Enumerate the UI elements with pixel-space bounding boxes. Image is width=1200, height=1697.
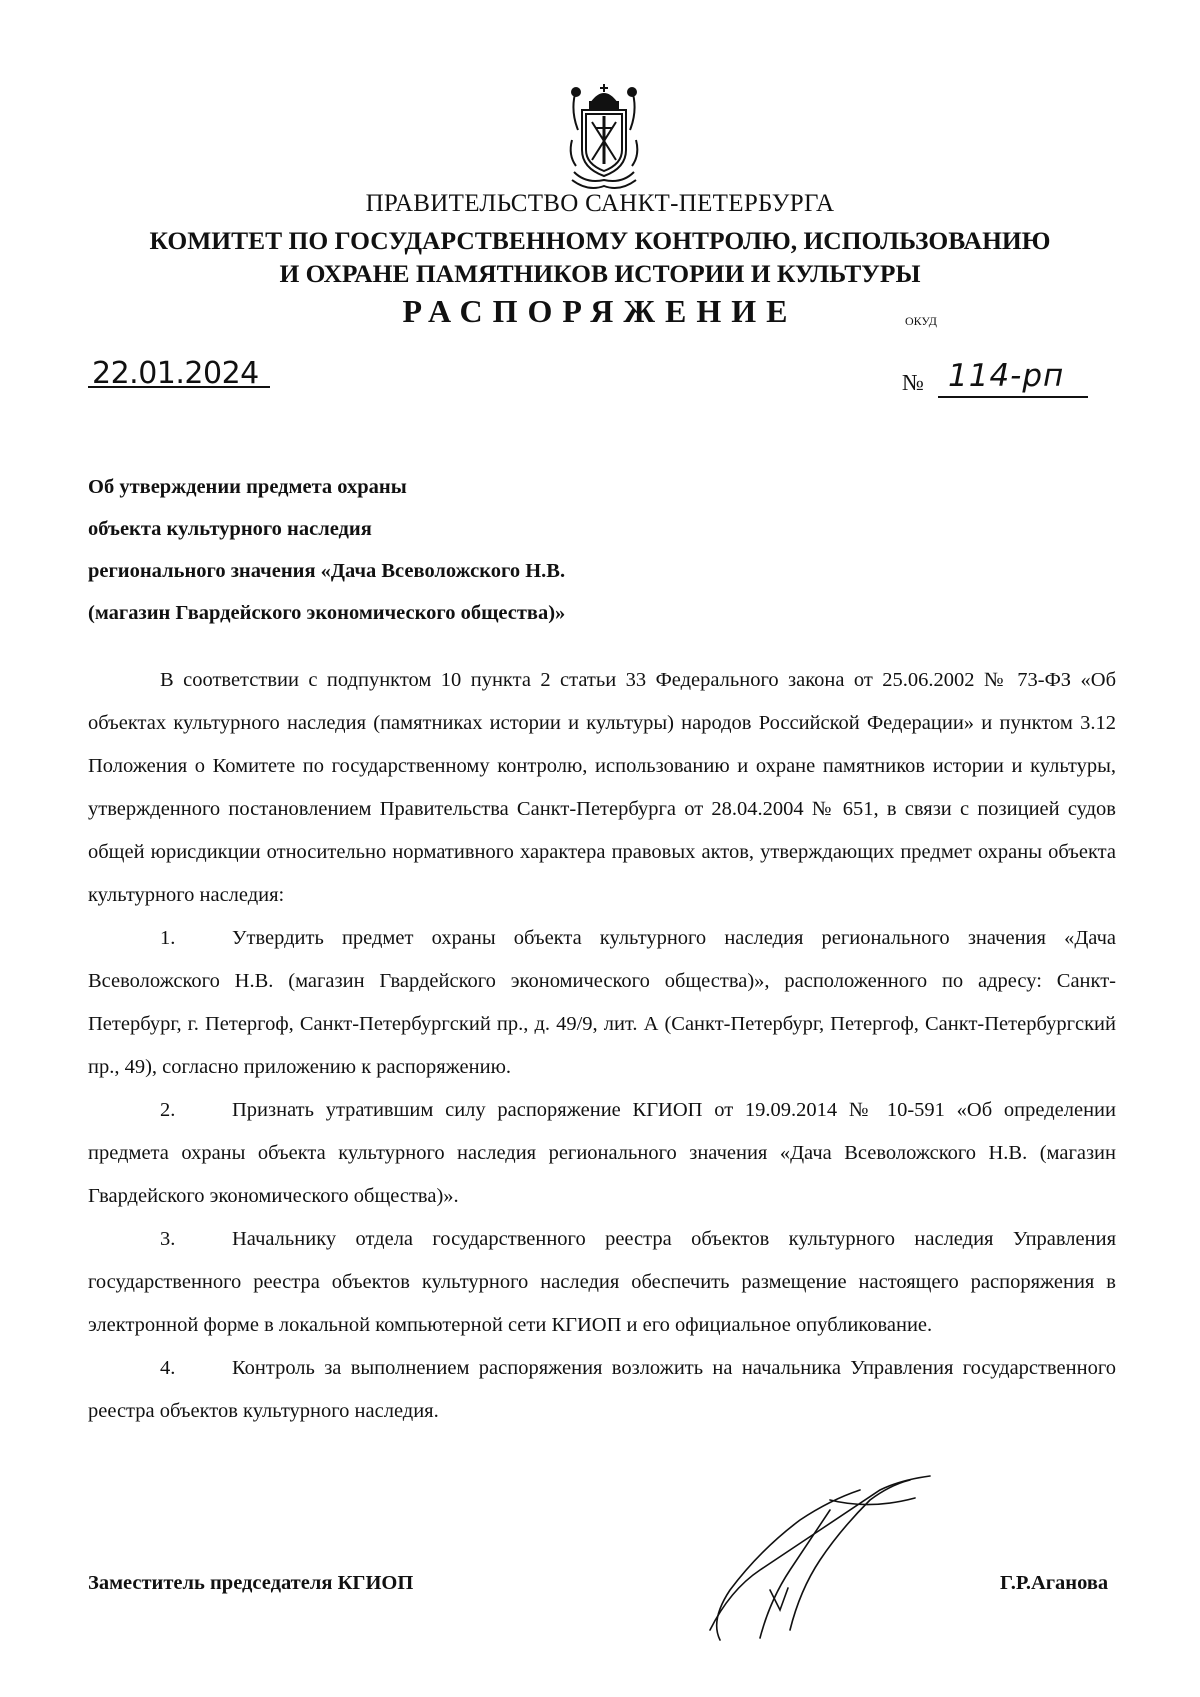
order-item-3	[88, 1218, 1116, 1347]
document-type: РАСПОРЯЖЕНИЕ	[402, 293, 798, 329]
preamble-paragraph: В соответствии с подпунктом 10 пункта 2 статьи 33 Федерального закона от 25.06.2002 № 73-ФЗ «Об объектах культурного наследия (памятниках истории и культуры) народов Российской Федерации» и пунктом 3.12 Положения о Комитете по государственному контролю, использованию и охране памятников истории и культуры, утвержденного постановлением Правительства Санкт-Петербурга от 28.04.2004 № 651, в связи с позицией судов общей юрисдикции относительно нормативного характера правовых актов, утверждающих предмет охраны объекта культурного наследия:	[88, 669, 1116, 906]
number-underline	[938, 396, 1088, 398]
order-item-4	[88, 1347, 1116, 1433]
item-number: 4.	[160, 1357, 176, 1379]
date-underline	[88, 386, 270, 388]
signer-name: Г.Р.Аганова	[1000, 1572, 1109, 1594]
document-number: 114-рп	[948, 358, 1065, 394]
committee-line-1: КОМИТЕТ ПО ГОСУДАРСТВЕННОМУ КОНТРОЛЮ, ИСПОЛЬЗОВАНИЮ	[149, 226, 1051, 255]
item-text: Признать утратившим силу распоряжение КГИОП от 19.09.2014 № 10-591 «Об определении предмета охраны объекта культурного наследия регионального значения «Дача Всеволожского Н.В. (магазин Гвардейского экономического общества)».	[88, 1099, 1116, 1207]
item-text: Начальнику отдела государственного реестра объектов культурного наследия Управления государственного реестра объектов культурного наследия обеспечить размещение настоящего распоряжения в электронной форме в локальной компьютерной сети КГИОП и его официальное опубликование.	[88, 1228, 1116, 1336]
subject-line: Об утверждении предмета охраны	[88, 476, 407, 498]
signer-title: Заместитель председателя КГИОП	[88, 1572, 414, 1594]
order-item-2	[88, 1089, 1116, 1218]
order-item-1	[88, 917, 1116, 1089]
document-subject	[88, 466, 788, 634]
item-text: Контроль за выполнением распоряжения возложить на начальника Управления государственного реестра объектов культурного наследия.	[88, 1357, 1116, 1422]
committee-name	[0, 224, 1200, 290]
subject-line: объекта культурного наследия	[88, 518, 372, 540]
item-text: Утвердить предмет охраны объекта культурного наследия регионального значения «Дача Всеволожского Н.В. (магазин Гвардейского экономического общества)», расположенного по адресу: Санкт-Петербург, г. Петергоф, Санкт-Петербургский пр., д. 49/9, лит. А (Санкт-Петербург, Петергоф, Санкт-Петербургский пр., 49), согласно приложению к распоряжению.	[88, 927, 1116, 1078]
item-number: 2.	[160, 1099, 176, 1121]
number-sign: №	[902, 370, 924, 395]
handwritten-signature	[700, 1470, 940, 1650]
document-body	[88, 659, 1116, 1433]
subject-line: регионального значения «Дача Всеволожского Н.В.	[88, 560, 566, 582]
okud-label: ОКУД	[905, 314, 937, 328]
coat-of-arms-icon	[566, 80, 642, 192]
item-number: 1.	[160, 927, 176, 949]
document-date: 22.01.2024	[92, 356, 259, 391]
item-number: 3.	[160, 1228, 176, 1250]
committee-line-2: И ОХРАНЕ ПАМЯТНИКОВ ИСТОРИИ И КУЛЬТУРЫ	[279, 259, 921, 288]
government-name: ПРАВИТЕЛЬСТВО САНКТ-ПЕТЕРБУРГА	[365, 190, 835, 217]
subject-line: (магазин Гвардейского экономического общества)»	[88, 602, 566, 624]
